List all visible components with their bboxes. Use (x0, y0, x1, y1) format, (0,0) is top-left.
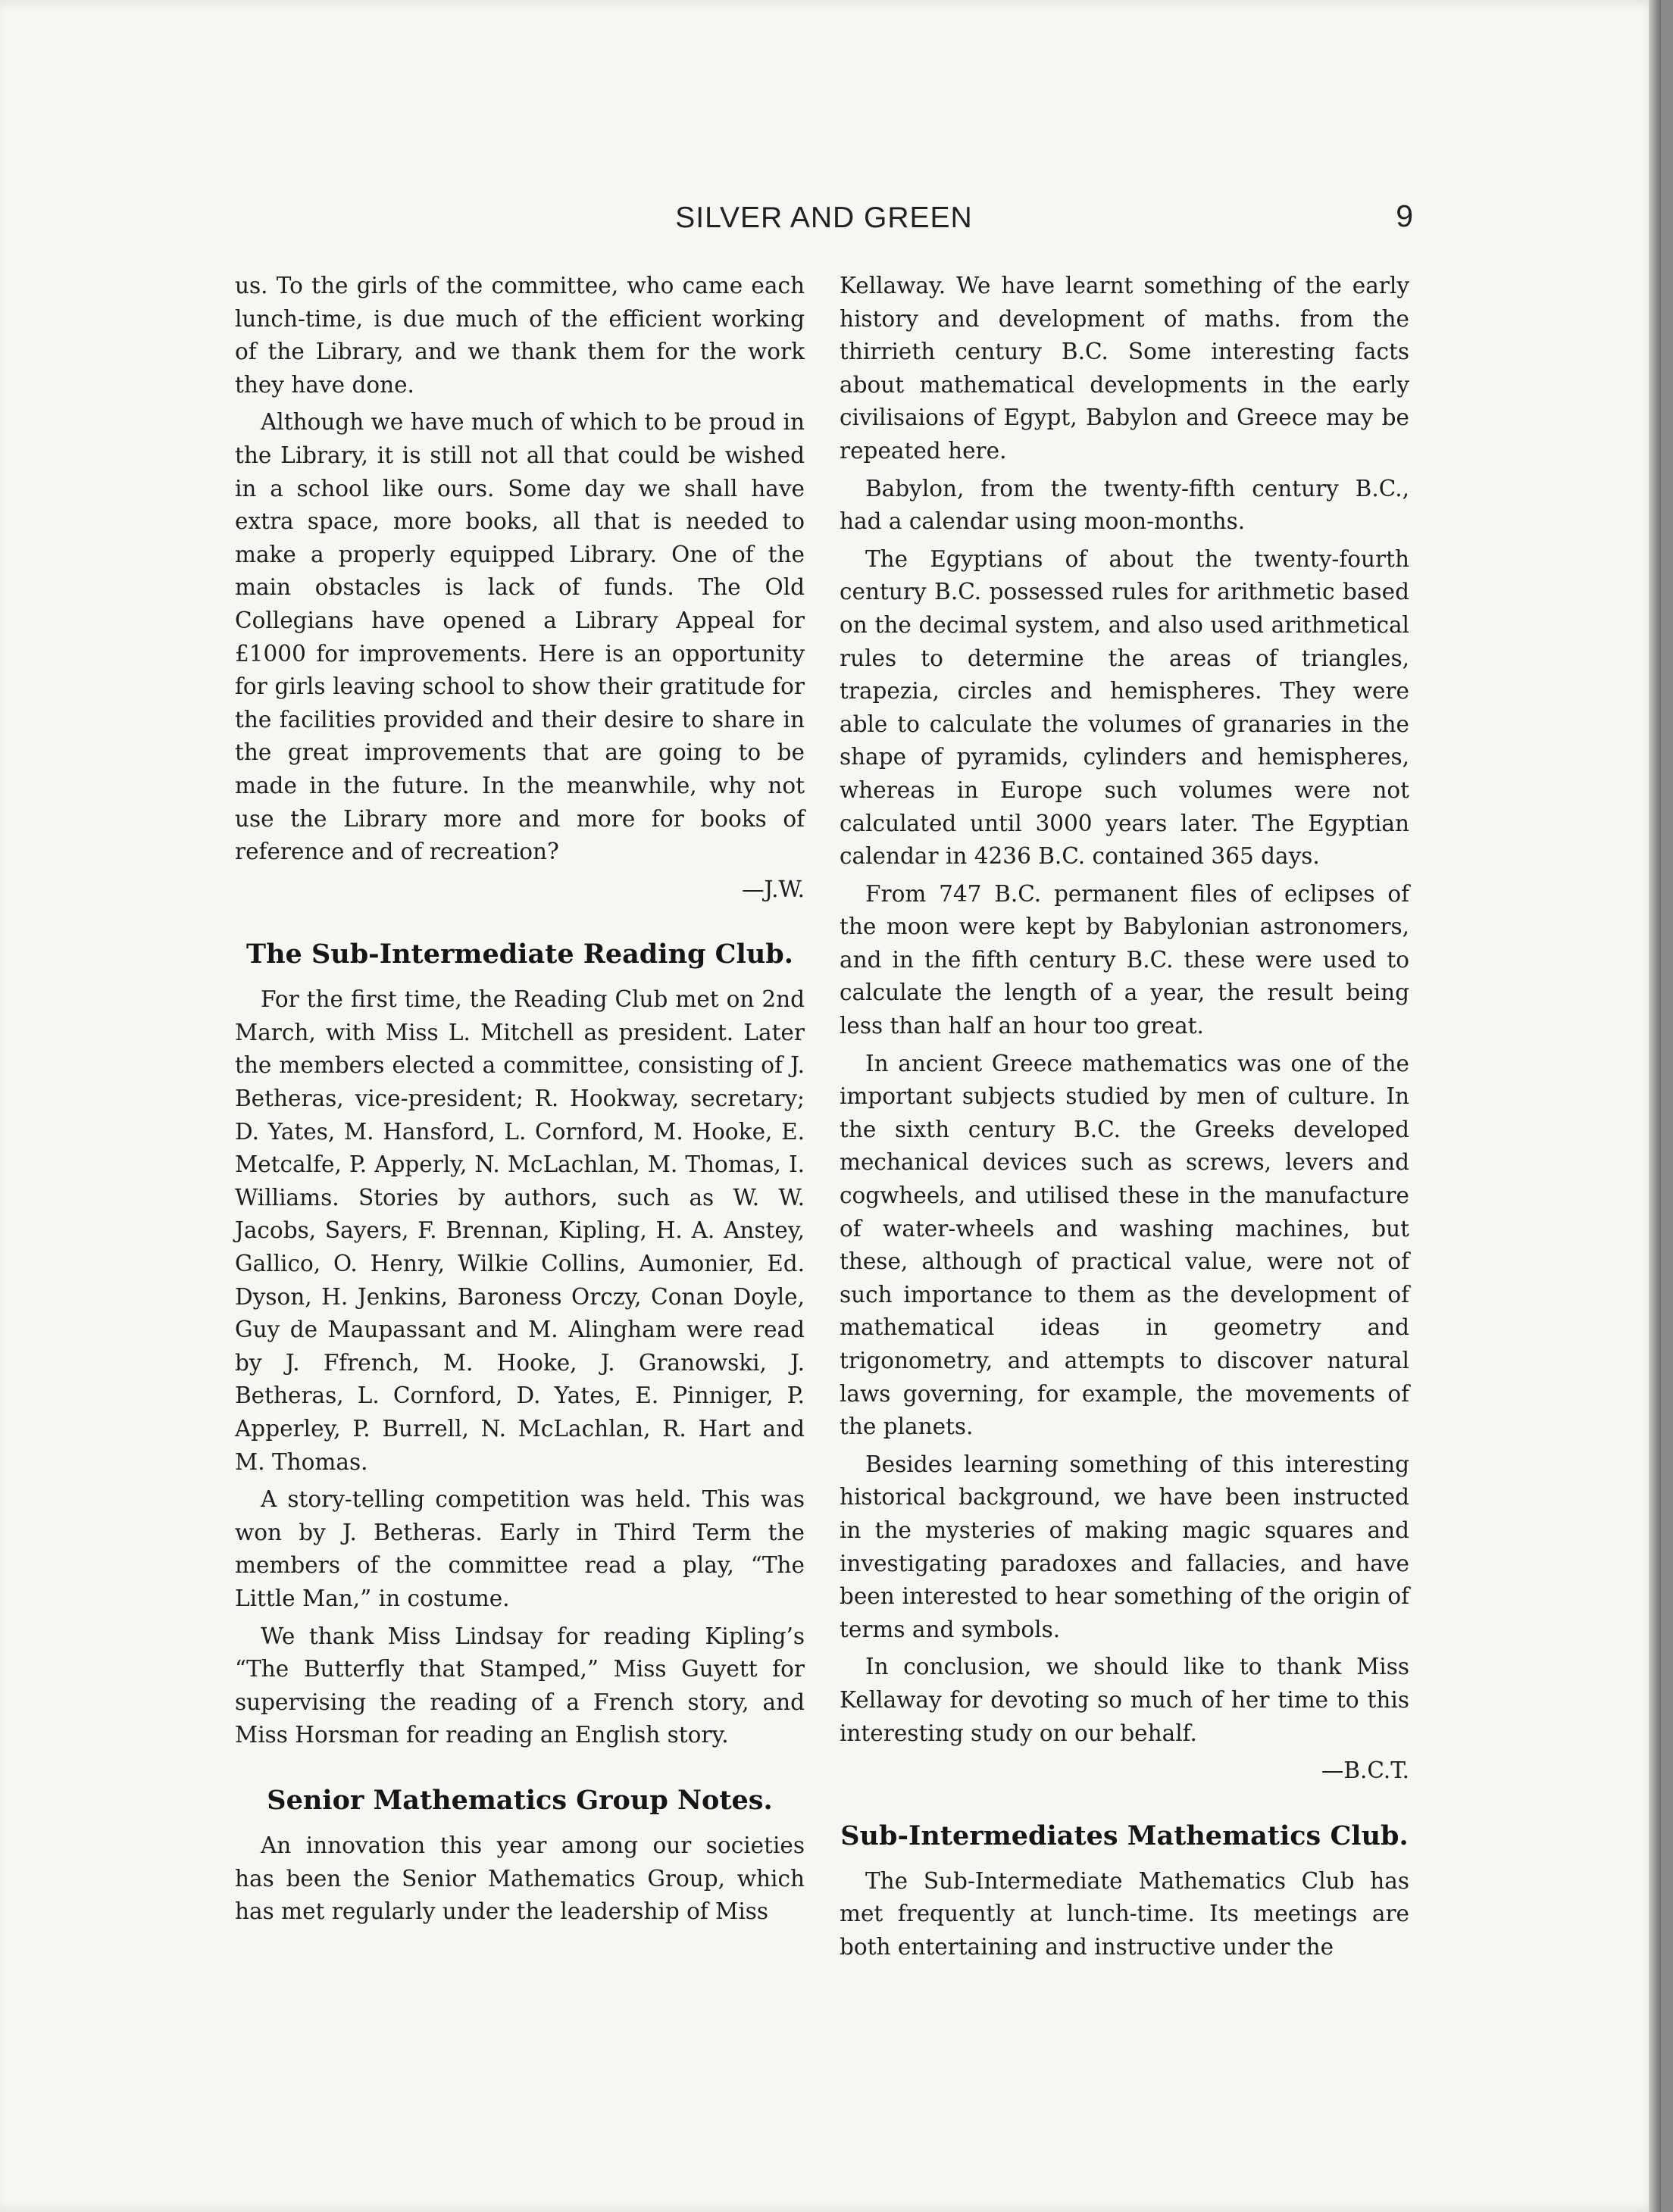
maths-signature: —B.C.T. (1321, 1757, 1409, 1784)
egyptians-paragraph: The Egyptians of about the twenty-fourth century B.C. possessed rules for arithmetic based on the decimal system, and also used arithmetical rules to determine the areas of triangles, trapezia, circles and hemispheres. They were able to calculate the volumes of granaries in the shape of pyramids, cylinders and hemispheres, whereas in Europe such volumes were not calculated until 3000 years later. The Egyptian calendar in 4236 B.C. contained 365 days. (840, 545, 1409, 870)
library-paragraph-2: Although we have much of which to be proud in the Library, it is still not all that could be wished in a school like ours. Some day we shall have extra space, more books, all that is needed to make a properly equipped Library. One of the main obstacles is lack of funds. The Old Collegians have opened a Library Appeal for £1000 for improvements. Here is an opportunity for girls leaving school to show their gratitude for the facilities provided and their desire to share in the great improvements that are going to be made in the future. In the meanwhile, why not use the Library more and more for books of reference and of recreation? (235, 409, 805, 865)
library-signature: —J.W. (742, 876, 805, 902)
publication-title: SILVER AND GREEN (675, 202, 973, 234)
conclusion-paragraph: In conclusion, we should like to thank Miss Kellaway for devoting so much of her time to this interesting study on our behalf. (840, 1654, 1409, 1746)
page-edge (1649, 0, 1661, 2212)
babylon-paragraph: Babylon, from the twenty-fifth century B.C., had a calendar using moon-months. (840, 475, 1409, 535)
reading-club-paragraph-2: A story-telling competition was held. This was won by J. Betheras. Early in Third Term the members of the committee read a play, “The Little Man,” in costume. (235, 1486, 805, 1611)
running-head (235, 198, 1413, 244)
reading-club-paragraph-3: We thank Miss Lindsay for reading Kipling’s “The Butterfly that Stamped,” Miss Guyett for supervising the reading of a French story, and Miss Horsman for reading an English story. (235, 1623, 805, 1748)
reading-club-paragraph-1: For the first time, the Reading Club met on 2nd March, with Miss L. Mitchell as president. Later the members elected a committee, consisting of J. Betheras, vice-president; R. Hookway, secretary; D. Yates, M. Hansford, L. Cornford, M. Hooke, E. Metcalfe, P. Apperly, N. McLachlan, M. Thomas, I. Williams. Stories by authors, such as W. W. Jacobs, Sayers, F. Brennan, Kipling, H. A. Anstey, Gallico, O. Henry, Wilkie Collins, Aumonier, Ed. Dyson, H. Jenkins, Baroness Orczy, Conan Doyle, Guy de Maupassant and M. Alingham were read by J. Ffrench, M. Hooke, J. Granowski, J. Betheras, L. Cornford, D. Yates, E. Pinniger, P. Apperley, P. Burrell, N. McLachlan, R. Hart and M. Thomas. (235, 986, 805, 1475)
right-column (840, 270, 1409, 1969)
background-paragraph: Besides learning something of this interesting historical background, we have been instructed in the mysteries of making magic squares and investigating paradoxes and fallacies, and have been interested to hear something of the origin of terms and symbols. (840, 1451, 1409, 1642)
senior-maths-paragraph-1: An innovation this year among our societies has been the Senior Mathematics Group, which has met regularly under the leadership of Miss (235, 1832, 805, 1925)
library-paragraph-1: us. To the girls of the committee, who came each lunch-time, is due much of the efficient working of the Library, and we thank them for the work they have done. (235, 273, 805, 398)
greece-paragraph: In ancient Greece mathematics was one of the important subjects studied by men of culture. In the sixth century B.C. the Greeks developed mechanical devices such as screws, levers and cogwheels, and utilised these in the manufacture of water-wheels and washing machines, but these, although of practical value, were not of such importance to them as the development of mathematical ideas in geometry and trigonometry, and attempts to discover natural laws governing, for example, the movements of the planets. (840, 1050, 1409, 1440)
sub-intermediate-maths-paragraph: The Sub-Intermediate Mathematics Club has met frequently at lunch-time. Its meetings are both entertaining and instructive under the (840, 1867, 1409, 1960)
page-number: 9 (1396, 198, 1413, 233)
senior-maths-heading: Senior Mathematics Group Notes. (267, 1784, 773, 1816)
reading-club-heading: The Sub-Intermediate Reading Club. (246, 939, 793, 970)
sub-intermediate-maths-heading: Sub-Intermediates Mathematics Club. (840, 1820, 1409, 1851)
senior-maths-paragraph-2: Kellaway. We have learnt something of the early history and development of maths. from the thirrieth century B.C. Some interesting facts about mathematical developments in the early civilisaions of Egypt, Babylon and Greece may be repeated here. (840, 273, 1409, 464)
left-column (235, 270, 805, 1933)
eclipses-paragraph: From 747 B.C. permanent files of eclipses of the moon were kept by Babylonian astronomers, and in the fifth century B.C. these were used to calculate the length of a year, the result being less than half an hour too great. (840, 880, 1409, 1039)
